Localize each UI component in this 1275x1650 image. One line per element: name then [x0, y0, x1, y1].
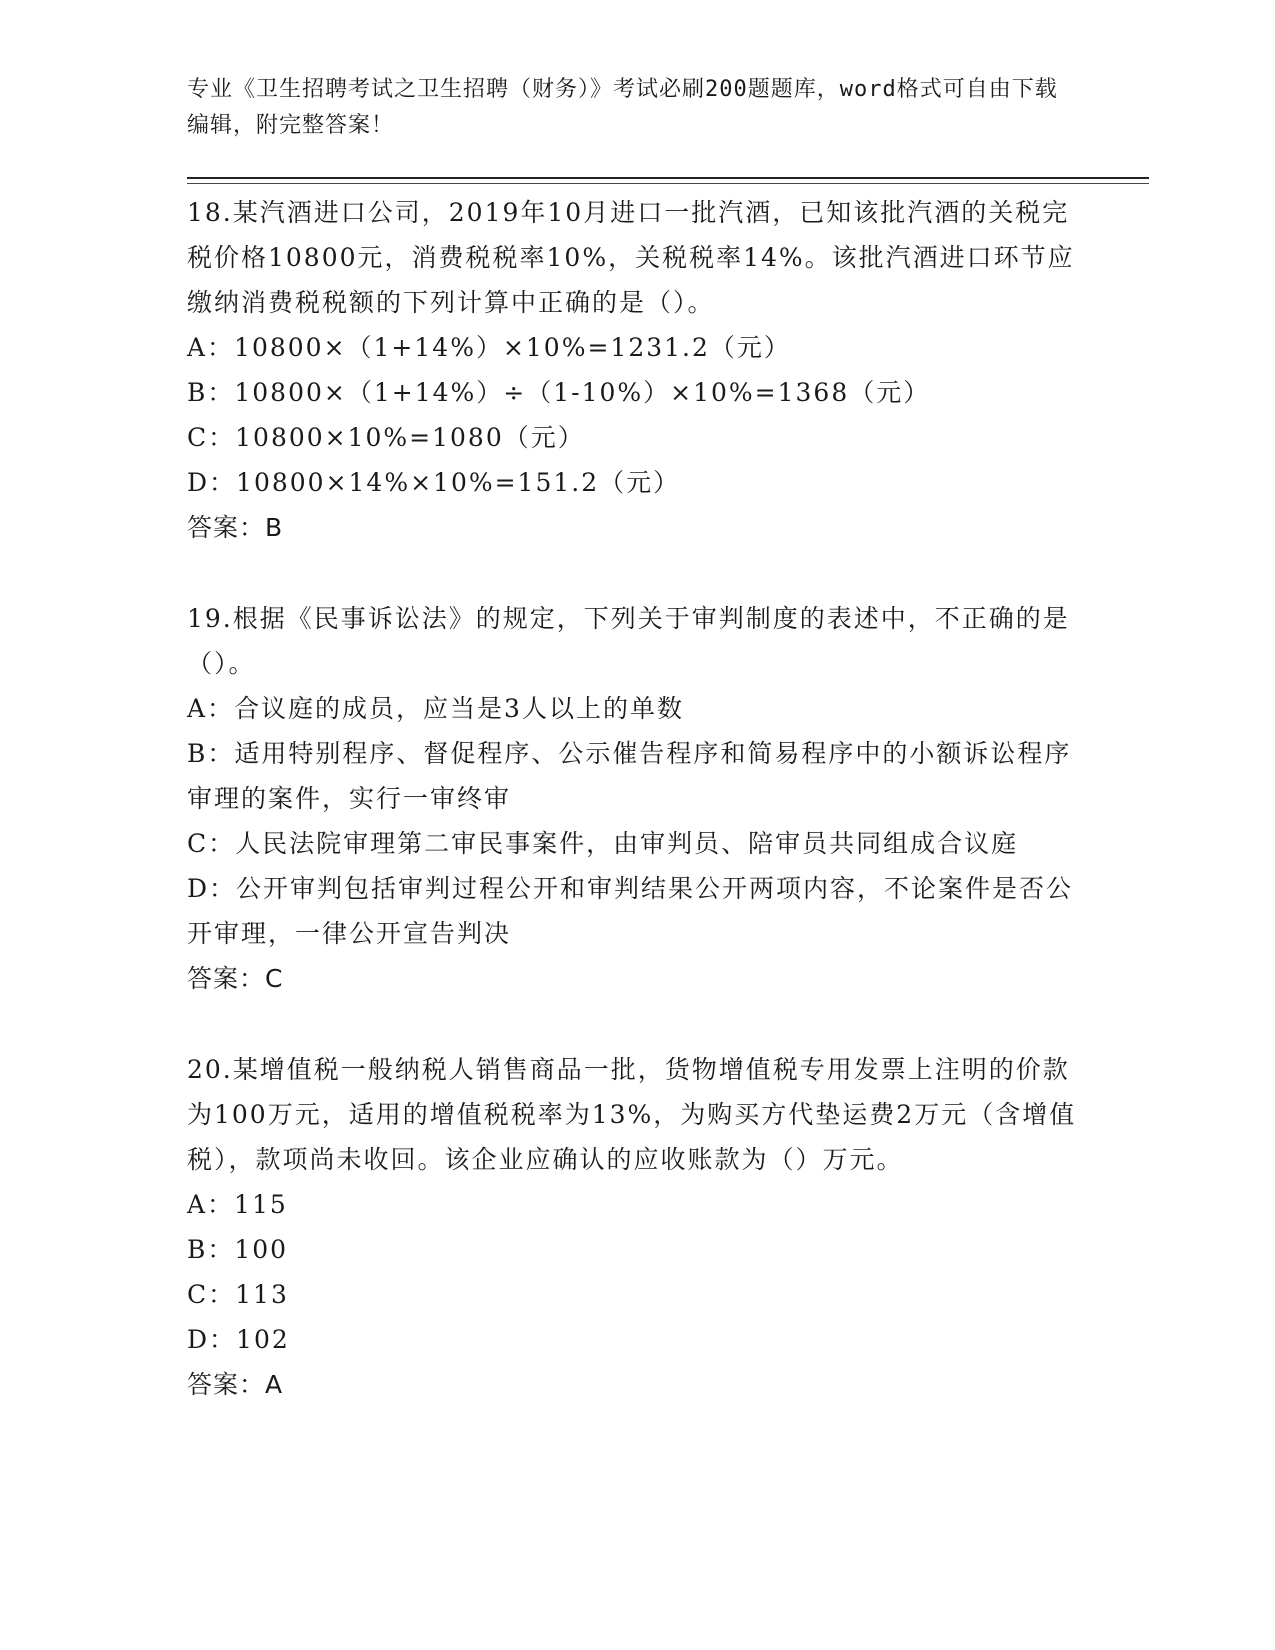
option-d: D：公开审判包括审判过程公开和审判结果公开两项内容，不论案件是否公开审理，一律公开宣告判决	[187, 874, 1074, 948]
question-list	[187, 190, 1087, 1407]
answer-line: 答案：B	[187, 513, 284, 542]
option-b: B：10800×（1+14%）÷（1-10%）×10%=1368（元）	[187, 378, 931, 407]
question-stem: 20.某增值税一般纳税人销售商品一批，货物增值税专用发票上注明的价款为100万元，适用的增值税税率为13%，为购买方代垫运费2万元（含增值税），款项尚未收回。该企业应确认的应收账款为（）万元。	[187, 1055, 1077, 1174]
answer-line: 答案：A	[187, 1370, 284, 1399]
question-spacer	[187, 1001, 1087, 1047]
option-b: B：适用特别程序、督促程序、公示催告程序和简易程序中的小额诉讼程序审理的案件，实行一审终审	[187, 739, 1072, 813]
option-a: A：合议庭的成员，应当是3人以上的单数	[187, 694, 684, 723]
option-b: B：100	[187, 1235, 289, 1264]
option-a: A：10800×（1+14%）×10%=1231.2（元）	[187, 333, 791, 362]
option-c: C：人民法院审理第二审民事案件，由审判员、陪审员共同组成合议庭	[187, 829, 1019, 858]
option-a: A：115	[187, 1190, 288, 1219]
option-c: C：10800×10%=1080（元）	[187, 423, 585, 452]
option-d: D：102	[187, 1325, 290, 1354]
question-stem: 19.根据《民事诉讼法》的规定，下列关于审判制度的表述中，不正确的是（）。	[187, 604, 1070, 678]
question-20	[187, 1047, 1087, 1407]
document-header: 专业《卫生招聘考试之卫生招聘（财务）》考试必刷200题题库，word格式可自由下载编辑，附完整答案！	[187, 77, 1058, 138]
question-19	[187, 596, 1087, 1001]
answer-line: 答案：C	[187, 964, 284, 993]
question-stem: 18.某汽酒进口公司，2019年10月进口一批汽酒，已知该批汽酒的关税完税价格10800元，消费税税率10%，关税税率14%。该批汽酒进口环节应缴纳消费税税额的下列计算中正确的是（）。	[187, 198, 1075, 317]
option-c: C：113	[187, 1280, 289, 1309]
header-divider-thin	[187, 183, 1149, 184]
header-divider-thick	[187, 177, 1149, 179]
option-d: D：10800×14%×10%=151.2（元）	[187, 468, 681, 497]
question-spacer	[187, 550, 1087, 596]
question-18	[187, 190, 1087, 550]
